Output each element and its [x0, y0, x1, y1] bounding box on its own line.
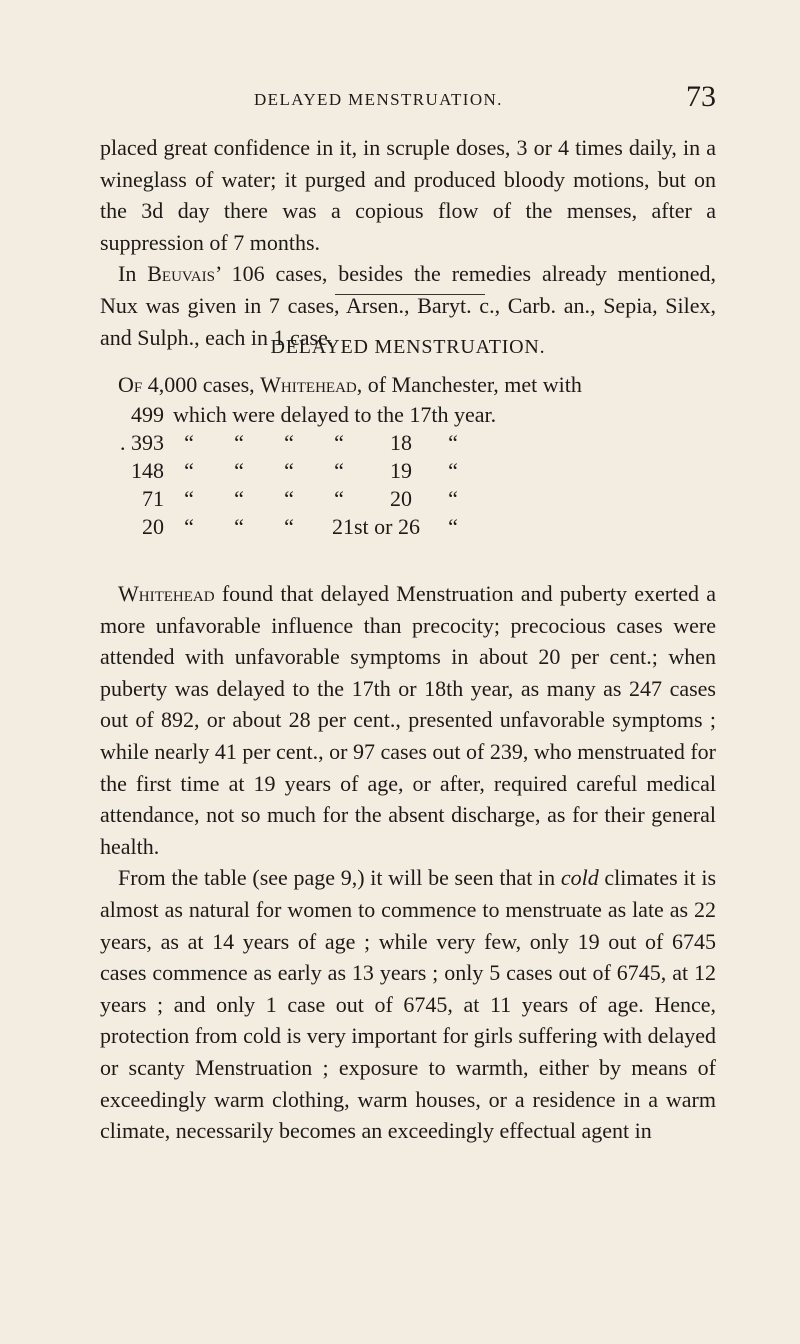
age: 21st or 26 [332, 513, 420, 539]
intro-text: 4,000 cases, [142, 372, 261, 397]
table-row [100, 401, 716, 429]
section-title: DELAYED MENSTRUATION. [270, 336, 546, 358]
paragraph-text: From the table (see page 9,) it will be seen that in [118, 865, 561, 891]
ditto-mark: “ [334, 429, 344, 455]
ditto-mark: “ [184, 457, 194, 483]
table-row [100, 513, 716, 541]
age: 19 [390, 457, 412, 483]
table-row [100, 457, 716, 485]
ditto-mark: “ [284, 485, 294, 511]
ditto-mark: “ [234, 429, 244, 455]
section-intro [100, 369, 716, 401]
page-number: 73 [686, 80, 716, 113]
ditto-mark: “ [448, 457, 458, 483]
paragraph-text: placed great confidence in it, in scruple doses, 3 or 4 times daily, in a wineglass of water; it purged and produced bloody motions, but on the 3d day there was a copious flow of the menses, after a suppression of 7 months. [100, 135, 716, 255]
paragraph [100, 862, 716, 1146]
section-divider [335, 294, 485, 295]
ditto-mark: “ [334, 485, 344, 511]
age: 20 [390, 485, 412, 511]
ditto-mark: “ [284, 457, 294, 483]
paragraph-text: found that delayed Menstruation and puberty exerted a more unfavorable influence than precocity; precocious cases were attended with unfavorable symptoms in about 20 per cent.; when puberty was delayed to the 17th or 18th year, as many as 247 cases out of 892, or about 28 per cent., presented unfavorable symptoms ; while nearly 41 per cent., or 97 cases out of 239, who menstruated for the first time at 19 years of age, or after, required careful medical attendance, not so much for the absent discharge, as for their general health. [100, 581, 716, 859]
emphasis-word: cold [560, 865, 599, 891]
ditto-mark: “ [448, 513, 458, 539]
paragraph-text: In [118, 261, 148, 287]
ditto-mark: “ [234, 485, 244, 511]
case-count: 499 [131, 401, 164, 427]
author-name: Whitehead [118, 581, 215, 606]
running-head-title: DELAYED MENSTRUATION. [254, 90, 503, 109]
body-text-top [100, 132, 716, 353]
ditto-mark: “ [184, 429, 194, 455]
ditto-mark: “ [284, 513, 294, 539]
paragraph-text: climates it is almost as natural for women to commence to menstruate as late as 22 years, as at 14 years of age ; while very few, only 19 out of 6745 cases commence as early as 13 years ; only 5 cases out of 6745, at 12 years ; and only 1 case out of 6745, at 11 years of age. Hence, protection from cold is very important for girls suffering with delayed or scanty Menstruation ; exposure to warmth, either by means of exceedingly warm clothing, warm houses, or a residence in a warm climate, necessarily becomes an exceedingly effectual agent in [100, 865, 717, 1144]
intro-text: , of Manchester, met with [356, 372, 582, 397]
table-row [100, 485, 716, 513]
ditto-mark: “ [234, 513, 244, 539]
author-name: Beuvais [147, 261, 215, 287]
case-count: 20 [142, 513, 164, 539]
intro-prefix: Of [118, 372, 143, 397]
author-name: Whitehead [260, 372, 357, 397]
ditto-mark: “ [448, 485, 458, 511]
paragraph [100, 578, 716, 862]
running-head [0, 80, 800, 116]
ditto-mark: “ [284, 429, 294, 455]
case-count: 148 [131, 457, 164, 483]
ditto-mark: “ [234, 457, 244, 483]
age: 18 [390, 429, 412, 455]
case-count: . 393 [120, 429, 164, 455]
body-text-bottom [100, 578, 716, 1147]
table-row [100, 429, 716, 457]
paragraph-text: ’ 106 cases, besides the remedies already mentioned, Nux was given in 7 cases, Arsen., Baryt. c., Carb. an., Sepia, Silex, and Sulph., each in 1 case. [100, 261, 717, 350]
ditto-mark: “ [184, 485, 194, 511]
section-delayed-menstruation [100, 331, 716, 541]
paragraph [100, 132, 716, 258]
row-text: which were delayed to the 17th year. [173, 401, 497, 427]
ditto-mark: “ [448, 429, 458, 455]
ditto-mark: “ [184, 513, 194, 539]
case-count: 71 [142, 485, 164, 511]
ditto-mark: “ [334, 457, 344, 483]
statistics-table [100, 401, 716, 541]
